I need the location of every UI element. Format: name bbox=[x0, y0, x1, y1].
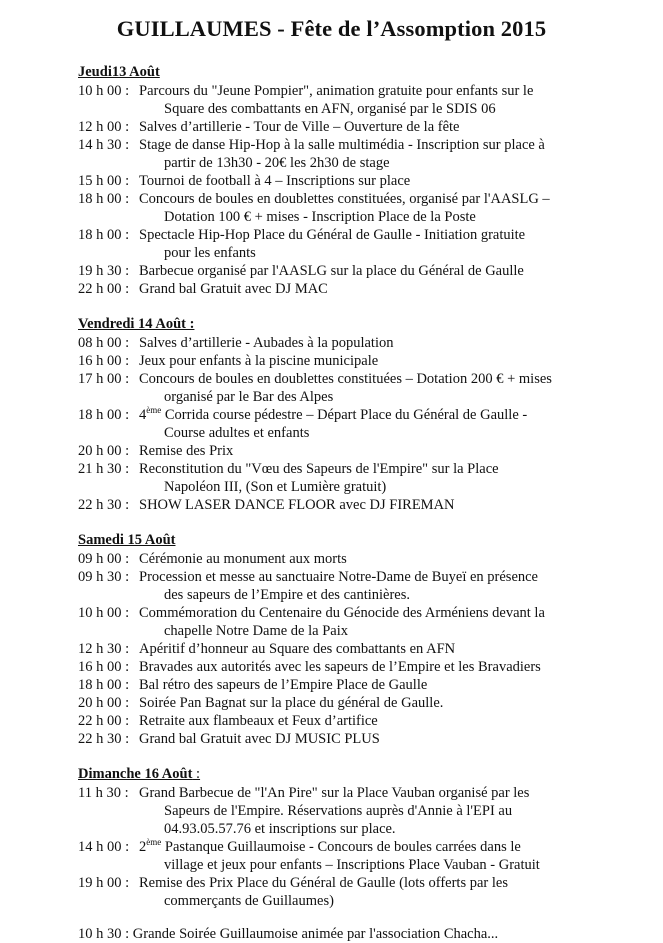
cutoff-line: 10 h 30 : Grande Soirée Guillaumoise animée par l'association Chacha... bbox=[78, 926, 499, 942]
program-page: GUILLAUMES - Fête de l’Assomption 2015 Jeudi13 Août 10 h 00 : Parcours du "Jeune Pompier", animation gratuite pour enfants sur le Square des combattants en AFN, organisé par le SDIS 06 12 h 00 : Salves d’artillerie - Tour de Ville – Ouverture de la fête 14 h 30 : Stage de danse Hip-Hop à la salle multimédia - Inscription sur place à partir de 13h30 - 20€ les 2h30 de stage 15 h 00 : Tournoi de football à 4 – Inscriptions sur place 18 h 00 : Concours de boules en doublettes constituées, organisé par l'AASLG – Dotation 100 € + mises - Inscription Place de la Poste 18 h 00 : Spectacle Hip-Hop Place du Général de Gaulle - Initiation gratuite pour les enfants 19 h 30 : Barbecue organisé par l'AASLG sur la place du Général de Gaulle 22 h 00 : Grand bal Gratuit avec DJ MAC Vendredi 14 Août : 08 h 00 : Salves d’artillerie - Aubades à la population 16 h 00 : Jeux pour enfants à la piscine municipale 17 h 00 : Concours de boules en doublettes constituées – Dotation 200 € + mises organisé par le Bar des Alpes 18 h 00 : 4ème Corrida course pédestre – Départ Place du Général de Gaulle - Course adultes et enfants 20 h 00 : Remise des Prix 21 h 30 : Reconstitution du "Vœu des Sapeurs de l'Empire" sur la Place Napoléon III, (Son et Lumière gratuit) 22 h 30 : SHOW LASER DANCE FLOOR avec DJ FIREMAN Samedi 15 Août 09 h 00 : Cérémonie au monument aux morts 09 h 30 : Procession et messe au sanctuaire Notre-Dame de Buyeï en présence des sapeurs de l’Empire et des cantinières. 10 h 00 : Commémoration du Centenaire du Génocide des Arméniens devant la chapelle Notre Dame de la Paix 12 h 30 : Apéritif d’honneur au Square des combattants en AFN 16 h 00 : Bravades aux autorités avec les sapeurs de l’Empire et les Bravadiers 18 h 00 : Bal rétro des sapeurs de l’Empire Place de Gaulle 20 h 00 : Soirée Pan Bagnat sur la place du général de Gaulle. 22 h 00 : Retraite aux flambeaux et Feux d’artifice 22 h 30 : Grand bal Gratuit avec DJ MUSIC PLUS Dimanche 16 Août : 11 h 30 : Grand Barbecue de "l'An Pire" sur la Place Vauban organisé par les Sapeurs de l'Empire. Réservations auprès d'Annie à l'EPI au 04.93.05.57.76 et inscriptions sur place. 14 h 00 : 2ème Pastanque Guillaumoise - Concours de boules carrées dans le village et jeux pour enfants – Inscriptions Place Vauban - Gratuit 19 h 00 : Remise des Prix Place du Général de Gaulle (lots offerts par les commerçants de Guillaumes) 10 h 30 : Grande Soirée Guillaumoise animée par l'association Chacha... bbox=[0, 0, 663, 937]
day-heading-thursday: Jeudi13 Août bbox=[78, 64, 160, 80]
day-heading-friday: Vendredi 14 Août : bbox=[78, 316, 195, 332]
day-heading-saturday: Samedi 15 Août bbox=[78, 532, 176, 548]
day-heading-sunday: Dimanche 16 Août : bbox=[78, 766, 201, 782]
page-title: GUILLAUMES - Fête de l’Assomption 2015 bbox=[116, 16, 547, 41]
